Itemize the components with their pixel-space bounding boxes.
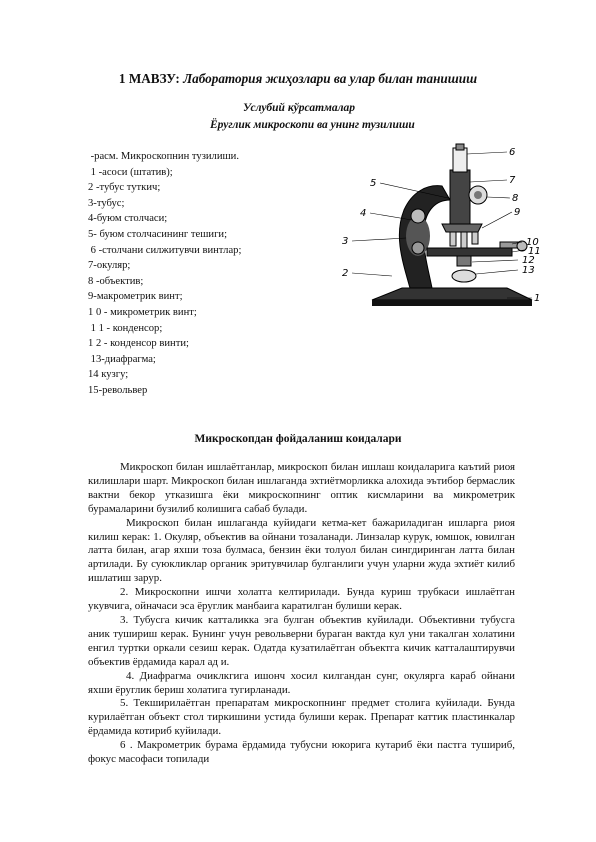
parts-list-item: 8 -объектив; — [88, 275, 144, 287]
figure-label-3: 3 — [342, 236, 349, 247]
title-topic: Лаборатория жиҳозлари ва улар билан танишиш — [183, 71, 478, 86]
figure-label-8: 8 — [512, 193, 519, 204]
microscope-illustration — [332, 140, 547, 315]
figure-label-7: 7 — [509, 175, 516, 186]
paragraph: 2. Микроскопни ишчи холатга келтирилади. Бунда куриш трубкаси ишлаётган укувчига, ойначаси эса ёруглик манбаига каратилган булиши керак. — [88, 586, 515, 613]
paragraph: Микроскоп билан ишлаганда куйидаги кетма-кет бажариладиган ишларга риоя килиш керак: 1. Окуляр, объектив ва ойнани тозаланади. Линзалар курук, юмшок, ювилган латта билан, агар яхши тоза булмаса, бензин ёки толуол билан сингдиринган латта билан артилади. Бу суюкликлар органик эритувчилар булганлиги учун уларни жуда эхтиёт килиб ишлатиш заруp. — [88, 516, 515, 585]
figure-label-13: 13 — [522, 265, 535, 276]
paragraph: 3. Тубусга кичик катталикка эга булган объектив куйилади. Объективни тубусга аник тушириш керак. Бунинг учун револьверни бураган вактда кул уни такалган холатини енгил туртки оркали сезиш керак. Одатда кузатилаётган объектга кичик катталаштирувчи объектив ёрдамида карал ад и. — [88, 613, 515, 668]
parts-list-item: 7-окуляр; — [88, 260, 131, 272]
parts-list-item: 1 1 - конденсор; — [88, 322, 163, 334]
figure-label-4: 4 — [360, 208, 367, 219]
parts-list-item: 3-тубус; — [88, 197, 125, 209]
parts-list-item: 2 -тубус туткич; — [88, 182, 161, 194]
paragraph: 4. Диафрагма очиклкгига ишонч хосил килгандан сунг, окулярга караб ойнани яхши ёруглик бериш холатига тугирланади. — [88, 669, 515, 696]
parts-list-item: 5- буюм столчасининг тешиги; — [88, 228, 228, 240]
parts-list-item: 14 кузгу; — [88, 369, 129, 381]
paragraph: 5. Текширилаётган препаратам микроскопнинг предмет столига куйилади. Бунда курилаётган объект стол тиркишини устида булиши керак. Препарат каттик пластинкалар ёрдамида котириб куйилади. — [88, 697, 515, 738]
subtitle-guidelines: Услубий кўрсатмалар — [243, 102, 356, 114]
figure-label-11: 11 — [528, 246, 541, 257]
title-prefix: 1 МАВЗУ: — [118, 71, 180, 86]
parts-list-item: 1 2 - конденсор винти; — [88, 338, 189, 350]
parts-list-item: 13-диафрагма; — [88, 353, 156, 365]
parts-list-item: 6 -столчани силжитувчи винтлар; — [88, 244, 242, 256]
figure-label-12: 12 — [522, 255, 535, 266]
figure-label-2: 2 — [342, 268, 349, 279]
subtitle-microscope: Ёруглик микроскопи ва унинг тузилиши — [210, 119, 415, 131]
parts-list-item: 4-буюм столчаси; — [88, 213, 168, 225]
paragraph: Микроскоп билан ишлаётганлар, микроскоп билан ишлаш коидаларига каътий риоя килишлари шарт. Микроскоп билан ишлаганда эхтиётморликка алохида эътибор бермаслик вактни бекор утказишга ёки микроскопнинг оптик кисмларини ва микрометрик бурамаларини бузилиб колишига сабаб булади. — [88, 461, 515, 515]
parts-list-item: 1 0 - микрометрик винт; — [88, 306, 197, 318]
parts-list-item: 1 -асоси (штатив); — [88, 166, 173, 178]
parts-list — [88, 149, 338, 399]
figure-label-10: 10 — [526, 237, 539, 248]
figure-label-6: 6 — [509, 147, 516, 158]
figure-label-5: 5 — [370, 178, 377, 189]
section-title: Микроскопдан фойдаланиш коидалари — [194, 433, 402, 445]
figure-label-9: 9 — [514, 207, 521, 218]
figure-label-1: 1 — [534, 293, 541, 304]
rules-text — [88, 461, 515, 767]
page-title — [0, 71, 596, 87]
parts-list-item: 9-макрометрик винт; — [88, 291, 183, 303]
paragraph: 6 . Макрометрик бурама ёрдамида тубусни юкорига кутариб ёки пастга тушириб, фокус масофаси топилади — [88, 739, 515, 766]
parts-list-item: 15-револьвер — [88, 384, 148, 396]
parts-list-item: -расм. Микроскопнин тузилиши. — [88, 151, 239, 162]
